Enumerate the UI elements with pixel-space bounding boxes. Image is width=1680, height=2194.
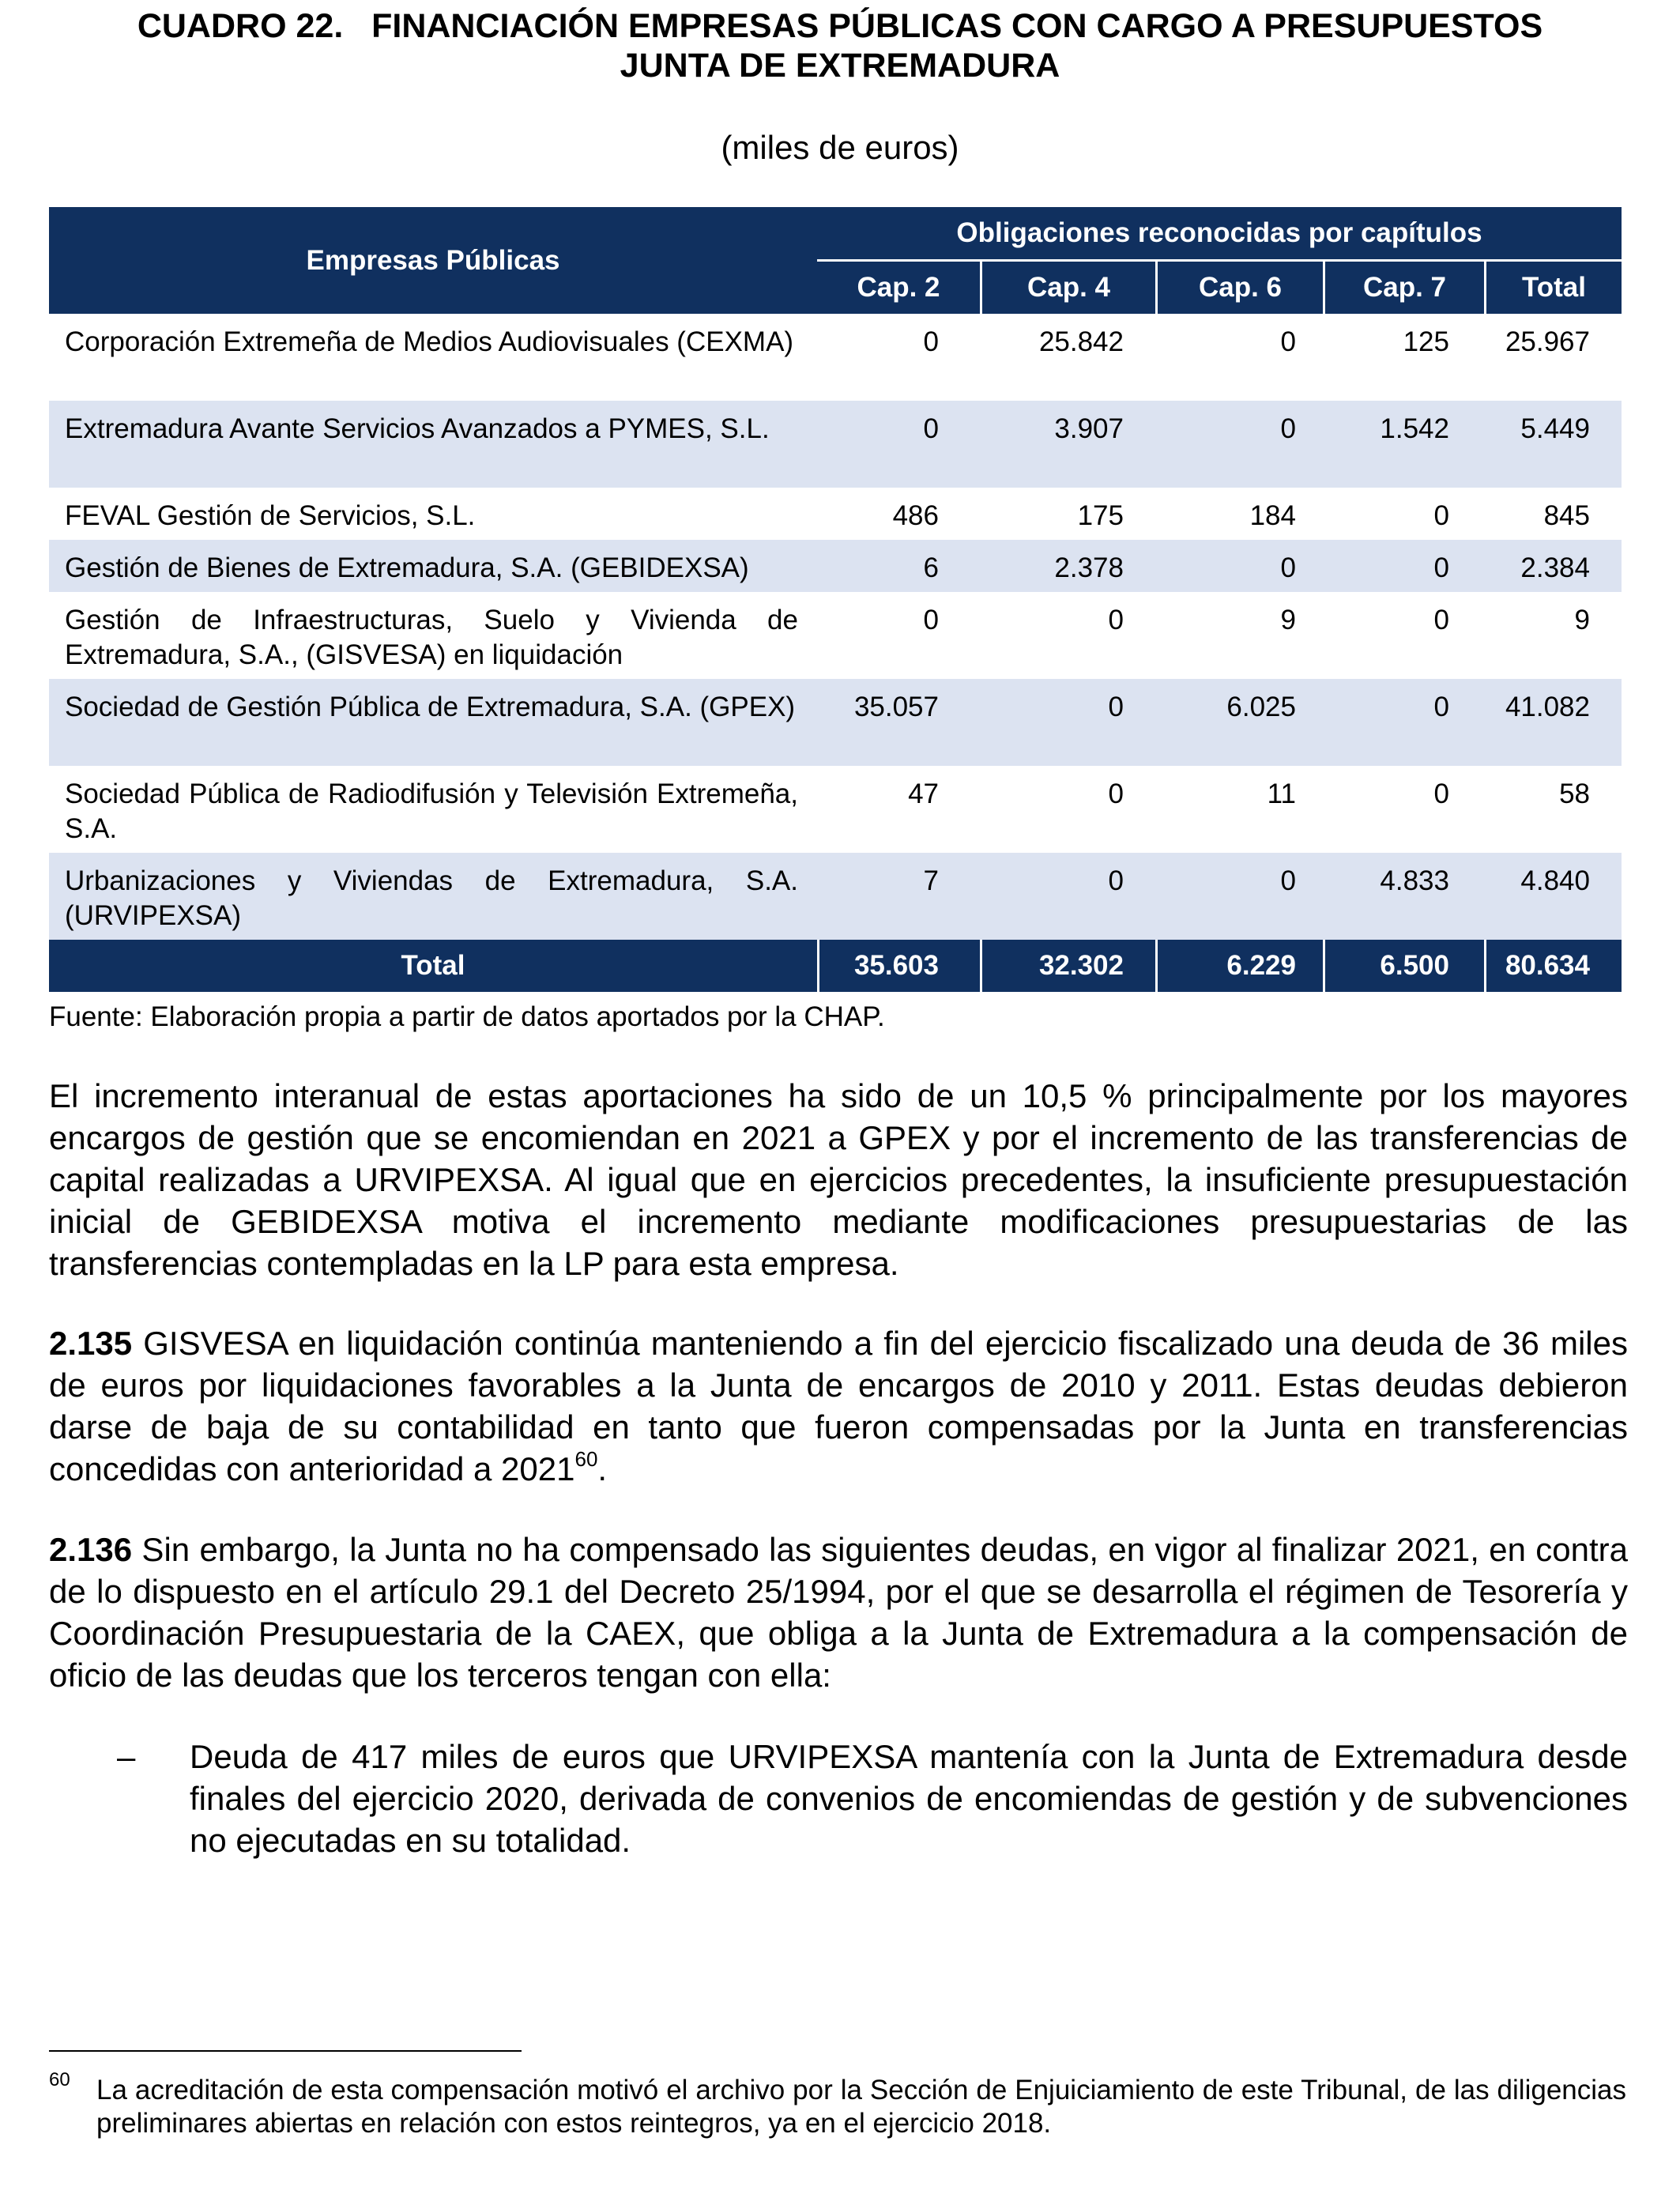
total-cap4: 32.302 — [980, 940, 1155, 992]
cell-cap7: 125 — [1403, 326, 1449, 357]
table-title — [47, 6, 1633, 85]
footnote-divider — [49, 2050, 522, 2052]
cell-cap7: 0 — [1433, 605, 1449, 635]
total-label: Total — [49, 940, 817, 992]
header-obligaciones: Obligaciones reconocidas por capítulos — [817, 207, 1622, 262]
paragraph-text: GISVESA en liquidación continúa manteniendo a fin del ejercicio fiscalizado una deuda de 36 miles de euros por liquidaciones favorables a la Junta de encargos de 2010 y 2011. Estas deudas debieron darse de baja de su contabilidad en tanto que fueron compensadas por la Junta en transferencias concedidas con anterioridad a 2021 — [49, 1325, 1628, 1487]
cell-cap2: 0 — [817, 401, 980, 488]
cell-cap6: 11 — [1267, 778, 1296, 809]
total-cap7: 6.500 — [1323, 940, 1484, 992]
paragraph-2-136 — [49, 1529, 1628, 1696]
header-cap2: Cap. 2 — [817, 262, 980, 315]
cell-cap2: 35.057 — [817, 679, 980, 766]
cell-cap4: 175 — [1077, 500, 1124, 531]
cell-cap7: 0 — [1433, 778, 1449, 809]
paragraph-number: 2.136 — [49, 1531, 133, 1568]
cell-cap4: 0 — [1108, 605, 1124, 635]
bullet-item: Deuda de 417 miles de euros que URVIPEXSA mantenía con la Junta de Extremadura desde finales del ejercicio 2020, derivada de convenios de encomiendas de gestión y de subvenciones no ejecutadas en su totalidad. — [190, 1738, 1628, 1859]
row-name: Gestión de Infraestructuras, Suelo y Vivienda de Extremadura, S.A., (GISVESA) en liquidación — [65, 605, 798, 670]
header-cap6: Cap. 6 — [1155, 262, 1323, 315]
row-name: Sociedad Pública de Radiodifusión y Televisión Extremeña, S.A. — [65, 778, 798, 844]
cell-total: 5.449 — [1484, 401, 1622, 488]
row-name: Sociedad de Gestión Pública de Extremadura, S.A. (GPEX) — [49, 679, 817, 766]
header-cap7: Cap. 7 — [1323, 262, 1484, 315]
cell-cap7: 0 — [1433, 500, 1449, 531]
cell-cap7: 0 — [1323, 679, 1484, 766]
paragraph-2-135 — [49, 1322, 1628, 1490]
cell-cap7: 4.833 — [1323, 853, 1484, 940]
cell-cap2: 7 — [817, 853, 980, 940]
cell-cap2: 47 — [908, 778, 939, 809]
header-empresas: Empresas Públicas — [49, 207, 817, 314]
total-row — [49, 940, 1622, 992]
paragraph-text: Sin embargo, la Junta no ha compensado las siguientes deudas, en vigor al finalizar 2021, en contra de lo dispuesto en el artículo 29.1 del Decreto 25/1994, por el que se desarrolla el régimen de Tesorería y Coordinación Presupuestaria de la CAEX, que obliga a la Junta de Extremadura a la compensación de oficio de las deudas que los terceros tengan con ella: — [49, 1531, 1628, 1694]
title-line-2: JUNTA DE EXTREMADURA — [620, 47, 1060, 85]
row-name: Urbanizaciones y Viviendas de Extremadura, S.A. (URVIPEXSA) — [49, 853, 817, 940]
table-row — [49, 853, 1622, 940]
header-cap4: Cap. 4 — [980, 262, 1155, 315]
total-cap6: 6.229 — [1155, 940, 1323, 992]
table-row — [49, 314, 1622, 401]
paragraph-end: . — [597, 1450, 608, 1487]
cell-cap7: 0 — [1323, 540, 1484, 592]
footnote-number: 60 — [49, 2069, 70, 2090]
cell-total: 845 — [1543, 500, 1590, 531]
cell-cap6: 6.025 — [1155, 679, 1323, 766]
table-source: Fuente: Elaboración propia a partir de datos aportados por la CHAP. — [49, 1001, 885, 1032]
table-row — [49, 592, 1622, 679]
total-cap2: 35.603 — [817, 940, 980, 992]
paragraph-increment: El incremento interanual de estas aportaciones ha sido de un 10,5 % principalmente por los mayores encargos de gestión que se encomiendan en 2021 a GPEX y por el incremento de las transferencias de capital realizadas a URVIPEXSA. Al igual que en ejercicios precedentes, la insuficiente presupuestación inicial de GEBIDEXSA motiva el incremento mediante modificaciones presupuestarias de las transferencias contempladas en la LP para esta empresa. — [49, 1077, 1628, 1282]
table-row — [49, 401, 1622, 488]
financing-table — [49, 207, 1622, 992]
paragraph-number: 2.135 — [49, 1325, 133, 1362]
cell-total: 58 — [1559, 778, 1590, 809]
cell-cap4: 3.907 — [980, 401, 1155, 488]
cell-total: 25.967 — [1505, 326, 1590, 357]
cell-cap4: 0 — [980, 679, 1155, 766]
cell-cap4: 25.842 — [1038, 326, 1124, 357]
cell-cap6: 0 — [1155, 540, 1323, 592]
cell-cap2: 486 — [892, 500, 939, 531]
row-name: FEVAL Gestión de Servicios, S.L. — [65, 500, 476, 531]
cell-cap7: 1.542 — [1323, 401, 1484, 488]
cell-cap2: 0 — [923, 605, 939, 635]
table-row — [49, 679, 1622, 766]
cell-total: 41.082 — [1484, 679, 1622, 766]
title-line-1: CUADRO 22. FINANCIACIÓN EMPRESAS PÚBLICAS CON CARGO A PRESUPUESTOS — [137, 7, 1543, 45]
cell-cap6: 184 — [1249, 500, 1296, 531]
total-total: 80.634 — [1484, 940, 1622, 992]
table-row — [49, 540, 1622, 592]
row-name: Extremadura Avante Servicios Avanzados a PYMES, S.L. — [49, 401, 817, 488]
cell-cap6: 0 — [1280, 326, 1296, 357]
cell-cap4: 2.378 — [980, 540, 1155, 592]
row-name: Gestión de Bienes de Extremadura, S.A. (GEBIDEXSA) — [49, 540, 817, 592]
cell-cap4: 0 — [1108, 778, 1124, 809]
cell-cap6: 0 — [1155, 853, 1323, 940]
cell-total: 4.840 — [1484, 853, 1622, 940]
table-row — [49, 488, 1622, 540]
cell-cap2: 0 — [923, 326, 939, 357]
cell-total: 2.384 — [1484, 540, 1622, 592]
row-name: Corporación Extremeña de Medios Audiovisuales (CEXMA) — [65, 326, 794, 357]
cell-cap6: 0 — [1155, 401, 1323, 488]
cell-cap6: 9 — [1280, 605, 1296, 635]
cell-total: 9 — [1574, 605, 1590, 635]
bullet-dash: – — [117, 1738, 136, 1775]
cell-cap2: 6 — [817, 540, 980, 592]
footnote-text: La acreditación de esta compensación motivó el archivo por la Sección de Enjuiciamiento de este Tribunal, de las diligencias preliminares abiertas en relación con estos reintegros, ya en el ejercicio 2018. — [96, 2075, 1626, 2139]
header-total: Total — [1484, 262, 1622, 315]
table-row — [49, 766, 1622, 853]
footnote-ref[interactable]: 60 — [574, 1447, 598, 1471]
cell-cap4: 0 — [980, 853, 1155, 940]
table-units: (miles de euros) — [721, 129, 959, 166]
